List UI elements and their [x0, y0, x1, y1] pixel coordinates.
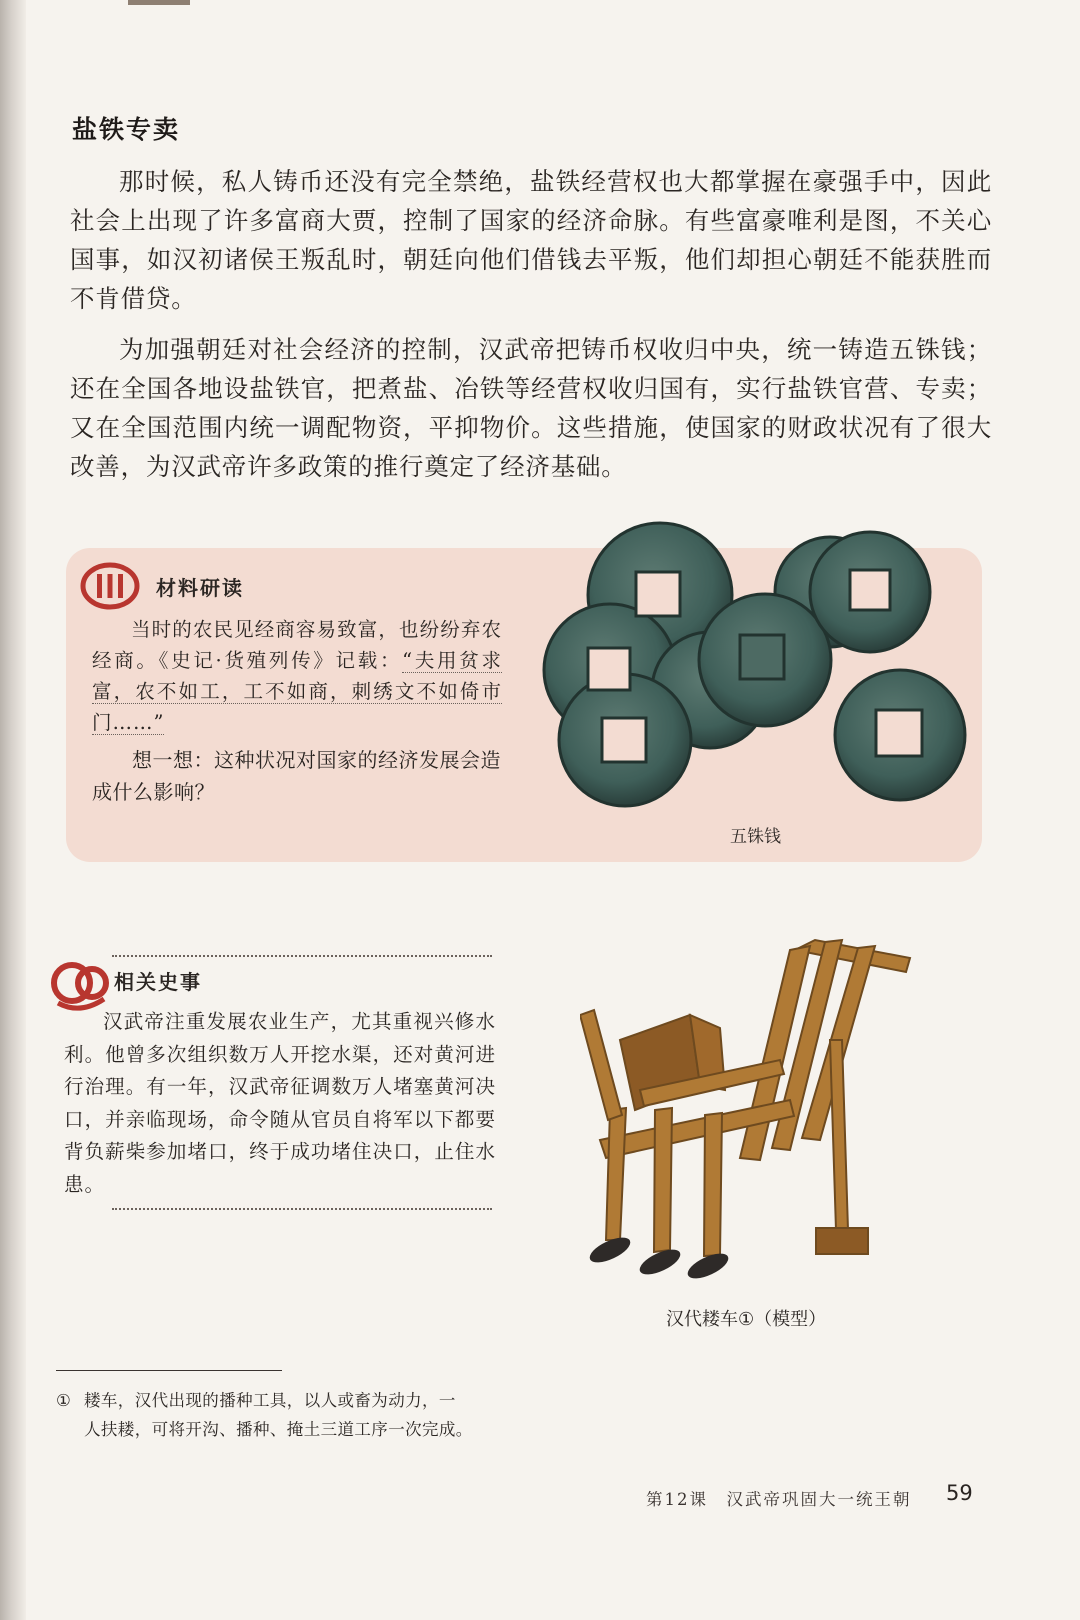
related-history-title: 相关史事 — [114, 970, 202, 994]
related-history-text: 汉武帝注重发展农业生产，尤其重视兴修水利。他曾多次组织数万人开挖水渠，还对黄河进行治理。有一年，汉武帝征调数万人堵塞黄河决口，并亲临现场，命令随从官员自将军以下都要背负薪柴参加堵口，终于成功堵住决口，止住水患。 — [64, 1010, 496, 1196]
section-title: 盐铁专卖 — [72, 115, 181, 144]
history-divider-bottom — [112, 1208, 492, 1210]
material-study-icon — [80, 562, 140, 610]
seed-drill-caption: 汉代耧车①（模型） — [666, 1309, 827, 1330]
footnote — [56, 1386, 546, 1444]
seed-drill-image — [580, 910, 950, 1300]
footnote-marker: ① — [56, 1391, 72, 1410]
paragraph-1: 那时候，私人铸币还没有完全禁绝，盐铁经营权也大都掌握在豪强手中，因此社会上出现了许多富商大贾，控制了国家的经济命脉。有些富豪唯利是图，不关心国事，如汉初诸侯王叛乱时，朝廷向他们借钱去平叛，他们却担心朝廷不能获胜而不肯借贷。 — [70, 167, 992, 313]
footnote-line-1: 耧车，汉代出现的播种工具，以人或畜为动力，一 — [84, 1391, 456, 1410]
material-study-title: 材料研读 — [156, 576, 244, 600]
lesson-footer: 第12课 汉武帝巩固大一统王朝 — [646, 1490, 912, 1509]
footnote-line-2: 人扶耧，可将开沟、播种、掩土三道工序一次完成。 — [84, 1420, 473, 1439]
think-question: 想一想：这种状况对国家的经济发展会造成什么影响？ — [92, 748, 501, 804]
page-number: 59 — [946, 1481, 973, 1505]
material-quote — [92, 614, 502, 738]
quote-underlined: “夫用贫求富，农不如工，工不如商，刺绣文不如倚市门……” — [92, 649, 502, 734]
paragraph-2: 为加强朝廷对社会经济的控制，汉武帝把铸币权收归中央，统一铸造五铢钱；还在全国各地设盐铁官，把煮盐、冶铁等经营权收归国有，实行盐铁官营、专卖；又在全国范围内统一调配物资，平抑物价。这些措施，使国家的财政状况有了很大改善，为汉武帝许多政策的推行奠定了经济基础。 — [70, 335, 992, 481]
top-edge-mark — [128, 0, 190, 5]
footnote-rule — [56, 1370, 282, 1371]
history-divider-top — [112, 955, 492, 957]
related-history-icon — [50, 955, 112, 1011]
wuzhu-coins-image — [540, 520, 980, 820]
quote-plain: 当时的农民见经商容易致富，也纷纷弃农经商。《史记·货殖列传》记载： — [92, 618, 502, 672]
coins-caption: 五铢钱 — [730, 827, 781, 847]
book-spine-shadow — [0, 0, 26, 1620]
